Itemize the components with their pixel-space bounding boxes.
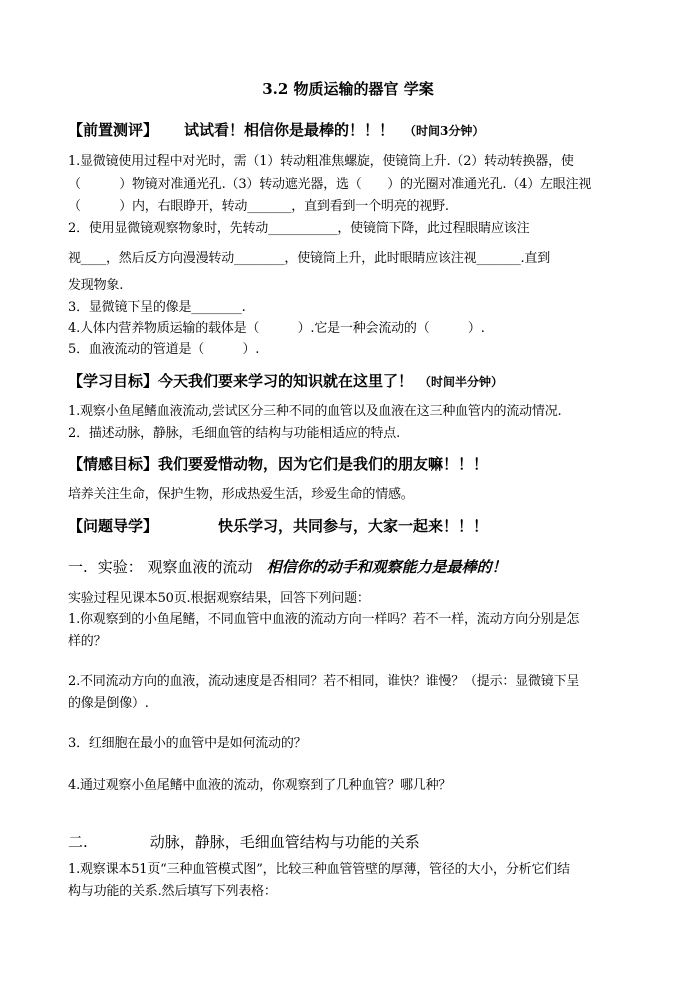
- preview-line-6: 发现物象.: [68, 278, 124, 293]
- goals-line-2: 2．描述动脉，静脉，毛细血管的结构与功能相适应的特点.: [68, 426, 401, 441]
- page-title: 3.2 物质运输的器官 学案: [262, 80, 434, 98]
- preview-time: （时间3分钟）: [404, 124, 485, 138]
- preview-slogan: 试试看！相信你是最棒的！！！: [184, 121, 395, 139]
- section1-heading: 实验： 观察血液的流动: [97, 558, 253, 576]
- emotion-tag: 【情感目标】: [68, 455, 159, 473]
- section1-q3: 3．红细胞在最小的血管中是如何流动的？: [68, 736, 307, 751]
- section2-q1-line2: 构与功能的关系.然后填写下列表格：: [68, 884, 277, 899]
- goals-line-1: 1.观察小鱼尾鳍血液流动,尝试区分三种不同的血管以及血液在这三种血管内的流动情况.: [68, 404, 562, 419]
- section1-header: [68, 559, 507, 575]
- section1-q1-line1: 1.你观察到的小鱼尾鳍，不同血管中血液的流动方向一样吗？若不一样，流动方向分别是怎: [68, 612, 580, 627]
- guide-header: [68, 518, 488, 534]
- preview-line-5: 视____，然后反方向漫漫转动________，使镜筒上升，此时眼睛应该注视_______.直到: [68, 251, 551, 266]
- preview-line-8: 4.人体内营养物质运输的载体是（ ）.它是一种会流动的（ ）.: [68, 321, 485, 336]
- preview-line-3: （ ）内，右眼睁开，转动_______，直到看到一个明亮的视野.: [68, 199, 449, 214]
- goals-tag: 【学习目标】: [68, 372, 159, 390]
- section1-num: 一.: [68, 558, 88, 576]
- section1-q2-line2: 的像是倒像）.: [68, 696, 149, 711]
- goals-slogan: 今天我们要来学习的知识就在这里了！: [158, 372, 414, 390]
- preview-line-4: 2．使用显微镜观察物象时，先转动___________，使镜筒下降，此过程眼睛应该注: [68, 221, 530, 236]
- section2-q1-line1: 1.观察课本51页“三种血管模式图”，比较三种血管管壁的厚薄，管径的大小，分析它们结: [68, 862, 570, 877]
- preview-line-7: 3．显微镜下呈的像是________.: [68, 300, 246, 315]
- preview-line-2: （ ）物镜对准通光孔.（3）转动遮光器，选（ ）的光圈对准通光孔.（4）左眼注视: [68, 177, 592, 192]
- section1-q2-line1: 2.不同流动方向的血液，流动速度是否相同？若不相同，谁快？谁慢？（提示：显微镜下呈: [68, 674, 580, 689]
- preview-header: [68, 122, 484, 139]
- preview-tag: 【前置测评】: [68, 121, 159, 139]
- emotion-header: [68, 456, 488, 472]
- emotion-line: 培养关注生命，保护生物，形成热爱生活，珍爱生命的情感。: [68, 487, 414, 502]
- section2-num: 二.: [68, 833, 88, 851]
- preview-line-9: 5．血液流动的管道是（ ）.: [68, 342, 260, 357]
- emotion-slogan: 我们要爱惜动物，因为它们是我们的朋友嘛！！！: [158, 455, 489, 473]
- section2-heading: 动脉，静脉，毛细血管结构与功能的关系: [149, 833, 420, 851]
- section1-q1-line2: 样的？: [68, 634, 107, 649]
- guide-tag: 【问题导学】: [68, 517, 159, 535]
- section1-q4: 4.通过观察小鱼尾鳍中血液的流动，你观察到了几种血管？哪几种？: [68, 778, 452, 793]
- goals-time: （时间半分钟）: [419, 375, 504, 389]
- guide-slogan: 快乐学习，共同参与，大家一起来！！！: [218, 517, 489, 535]
- section2-header: [68, 834, 420, 850]
- goals-header: [68, 373, 503, 390]
- section1-motto: 相信你的动手和观察能力是最棒的！: [266, 558, 507, 576]
- preview-line-1: 1.显微镜使用过程中对光时，需（1）转动粗准焦螺旋，使镜筒上升.（2）转动转换器，使: [68, 154, 574, 169]
- section1-intro: 实验过程见课本50页.根据观察结果，回答下列问题：: [68, 591, 370, 606]
